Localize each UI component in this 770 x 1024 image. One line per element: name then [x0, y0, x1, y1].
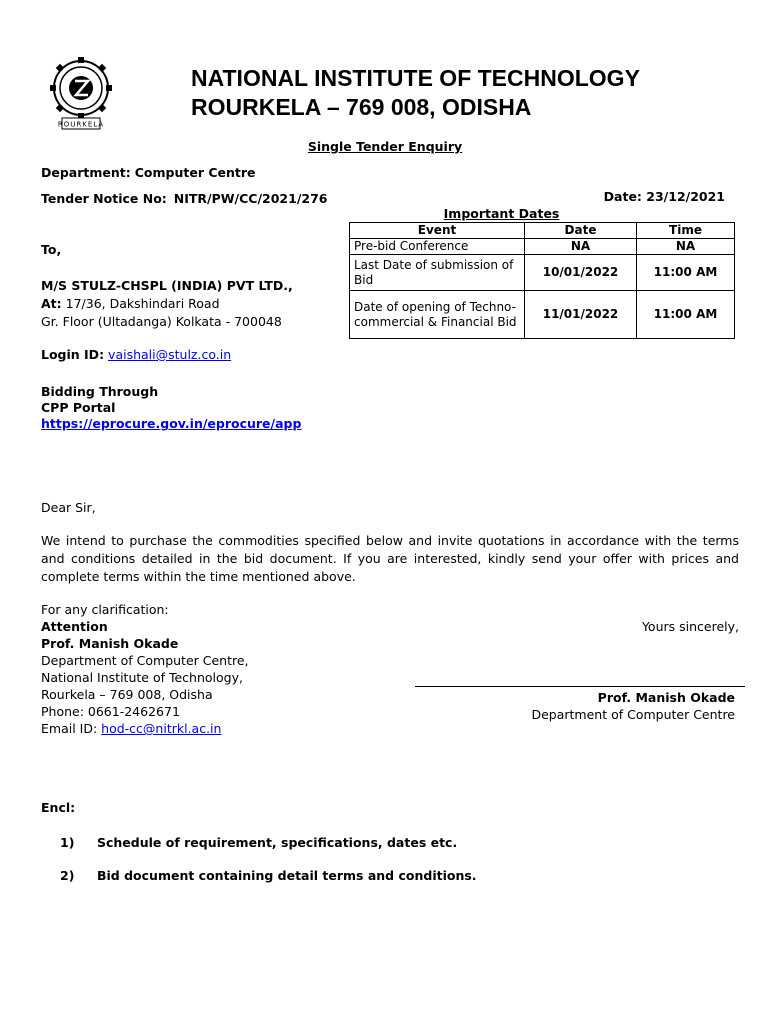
clarification-block — [41, 601, 249, 737]
recipient-at-label: At: — [41, 296, 62, 311]
contact-line-3: Rourkela – 769 008, Odisha — [41, 687, 213, 702]
signature-name: Prof. Manish Okade — [597, 690, 735, 705]
login-line — [41, 347, 231, 362]
table-header-row — [350, 223, 735, 239]
recipient-address-2: Gr. Floor (Ultadanga) Kolkata - 700048 — [41, 314, 282, 329]
recipient-name: M/S STULZ-CHSPL (INDIA) PVT LTD., — [41, 278, 293, 293]
table-row — [350, 291, 735, 339]
body-paragraph: We intend to purchase the commodities specified below and invite quotations in accordance with the terms and conditions detailed in the bid document. If you are interested, kindly send your offer with prices and complete terms within the time mentioned above. — [41, 533, 739, 584]
bidding-block — [41, 384, 301, 432]
row-event: Pre-bid Conference — [350, 239, 525, 255]
recipient-address-1: 17/36, Dakshindari Road — [65, 296, 220, 311]
row-event: Last Date of submission of Bid — [350, 255, 525, 291]
bidding-line-1: Bidding Through — [41, 384, 159, 399]
institute-title — [191, 64, 640, 122]
clarification-intro: For any clarification: — [41, 602, 169, 617]
department-line — [41, 165, 256, 180]
recipient-block — [41, 277, 293, 331]
row-date: NA — [525, 239, 637, 255]
enclosure-num: 2) — [60, 868, 75, 883]
row-time: 11:00 AM — [637, 291, 735, 339]
closing: Yours sincerely, — [641, 619, 739, 634]
enclosure-num: 1) — [60, 835, 75, 850]
bidding-line-2: CPP Portal — [41, 400, 116, 415]
row-event: Date of opening of Techno-commercial & Financial Bid — [350, 291, 525, 339]
signature-dept: Department of Computer Centre — [531, 707, 735, 722]
table-row — [350, 255, 735, 291]
notice-label: Tender Notice No: — [41, 191, 167, 206]
contact-name: Prof. Manish Okade — [41, 636, 179, 651]
contact-email-label: Email ID: — [41, 721, 98, 736]
row-date: 10/01/2022 — [525, 255, 637, 291]
login-email-link[interactable]: vaishali@stulz.co.in — [108, 347, 232, 362]
contact-line-2: National Institute of Technology, — [41, 670, 243, 685]
contact-phone: Phone: 0661-2462671 — [41, 704, 180, 719]
salutation: Dear Sir, — [41, 500, 96, 515]
tender-notice-line — [41, 191, 327, 206]
document-date: Date: 23/12/2021 — [603, 189, 725, 204]
header-time: Time — [637, 223, 735, 239]
row-date: 11/01/2022 — [525, 291, 637, 339]
important-dates-table — [349, 222, 735, 339]
signature-block — [531, 689, 735, 723]
attention-label: Attention — [41, 619, 108, 634]
header-event: Event — [350, 223, 525, 239]
cpp-portal-link[interactable]: https://eprocure.gov.in/eprocure/app — [41, 416, 302, 431]
header-date: Date — [525, 223, 637, 239]
row-time: NA — [637, 239, 735, 255]
contact-line-1: Department of Computer Centre, — [41, 653, 249, 668]
table-row — [350, 239, 735, 255]
enclosure-text: Bid document containing detail terms and conditions. — [97, 868, 477, 883]
title-line-2: ROURKELA – 769 008, ODISHA — [191, 94, 532, 120]
document-heading: Single Tender Enquiry — [307, 139, 463, 154]
logo-text-bottom: ROURKELA — [57, 120, 105, 129]
enclosure-text: Schedule of requirement, specifications, dates etc. — [97, 835, 458, 850]
nit-rourkela-logo — [42, 55, 120, 133]
department-label: Department: — [41, 165, 131, 180]
title-line-1: NATIONAL INSTITUTE OF TECHNOLOGY — [191, 65, 640, 91]
to-label: To, — [41, 242, 62, 257]
row-time: 11:00 AM — [637, 255, 735, 291]
enclosures-label: Encl: — [41, 800, 76, 815]
department-value: Computer Centre — [134, 165, 256, 180]
contact-email-link[interactable]: hod-cc@nitrkl.ac.in — [101, 721, 222, 736]
signature-line — [415, 686, 745, 687]
important-dates-title: Important Dates — [443, 206, 560, 221]
notice-value: NITR/PW/CC/2021/276 — [173, 191, 328, 206]
login-label: Login ID: — [41, 347, 105, 362]
